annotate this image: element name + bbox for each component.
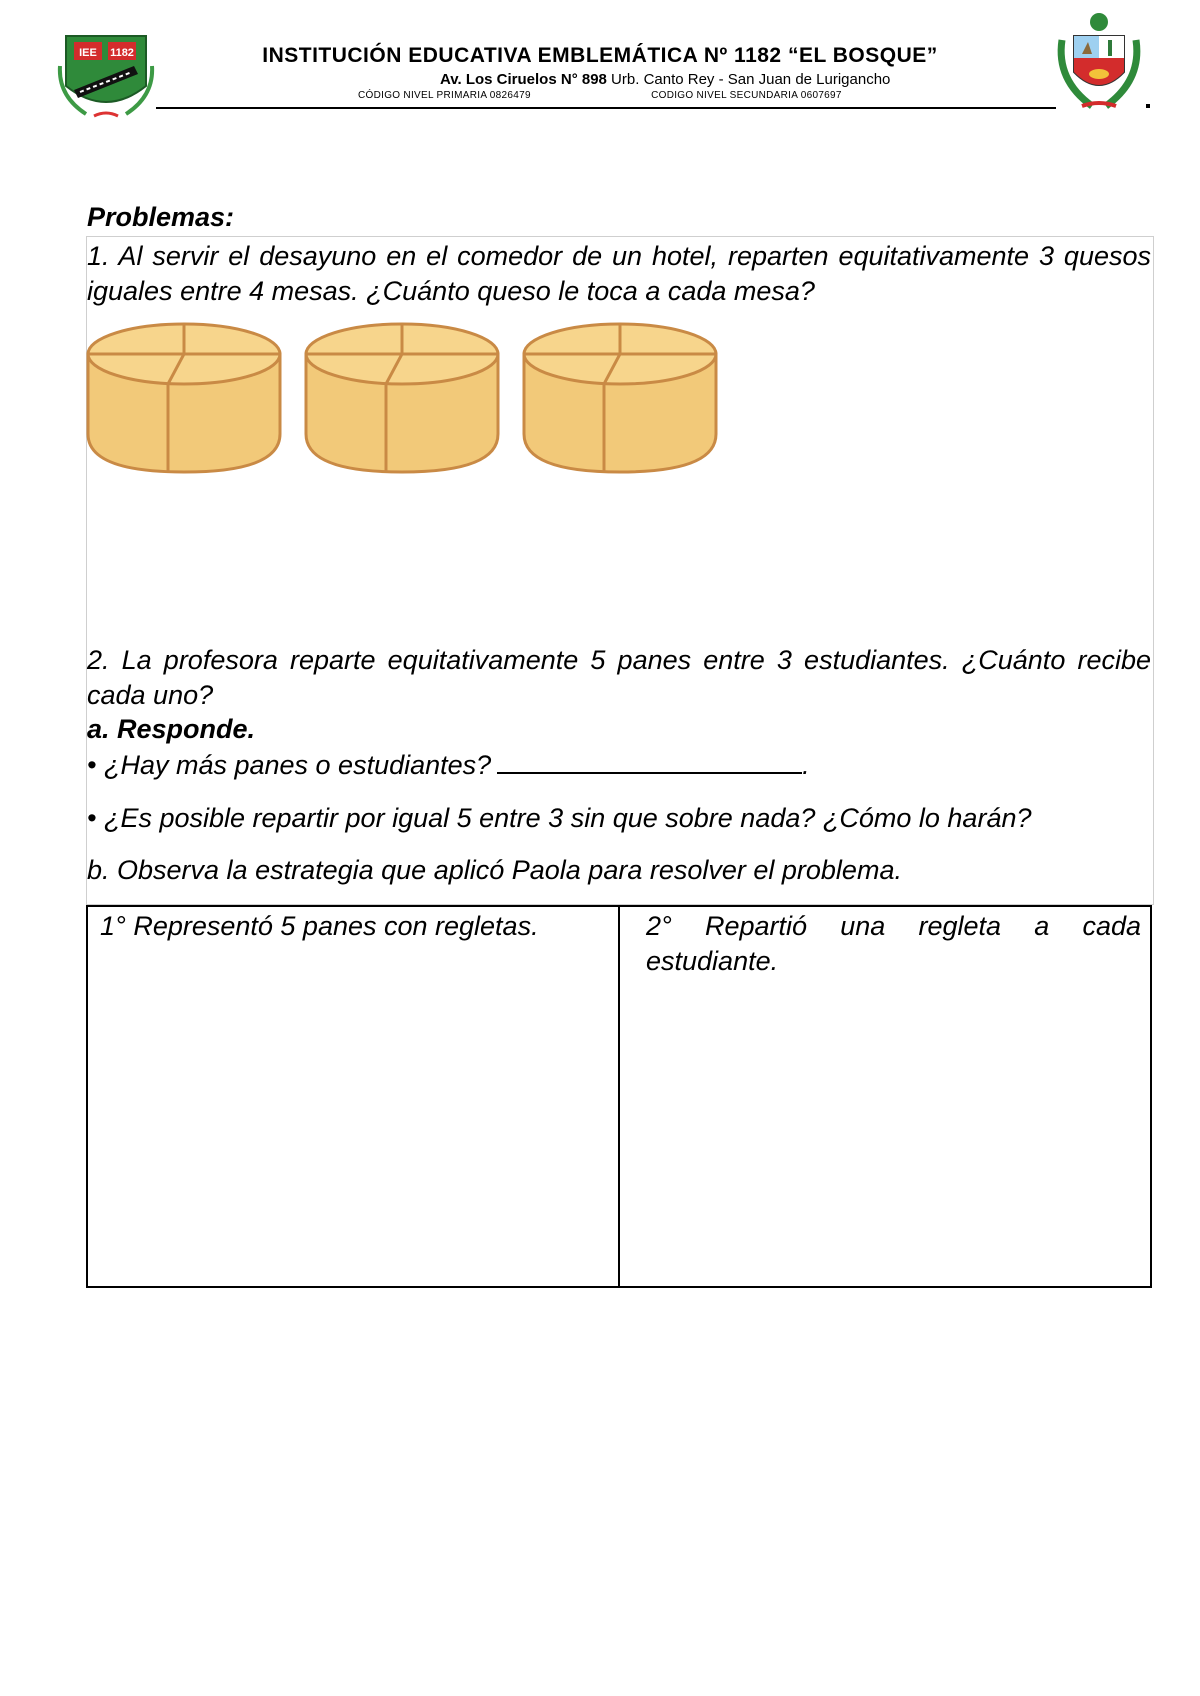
- primary-code: CÓDIGO NIVEL PRIMARIA 0826479: [358, 90, 531, 101]
- strategy-step-1: 1° Representó 5 panes con regletas.: [100, 911, 539, 941]
- address-district: Urb. Canto Rey - San Juan de Lurigancho: [606, 71, 891, 88]
- address-street: Av. Los Ciruelos N° 898: [440, 71, 607, 88]
- school-address: [440, 71, 960, 88]
- school-name-title: INSTITUCIÓN EDUCATIVA EMBLEMÁTICA Nº 1182 “EL BOSQUE”: [262, 44, 938, 67]
- strategy-table-divider: [618, 905, 620, 1288]
- svg-text:1182: 1182: [110, 47, 134, 59]
- problems-heading: Problemas:: [87, 202, 235, 232]
- question-equal-sharing: • ¿Es posible repartir por igual 5 entre 3 sin que sobre nada? ¿Cómo lo harán?: [87, 803, 1032, 833]
- answer-blank-period: .: [802, 750, 810, 780]
- header-divider: [156, 107, 1056, 109]
- cheese-wheel: [306, 324, 498, 472]
- question-more-breads: [87, 748, 810, 783]
- problem-2-text: 2. La profesora reparte equitativamente 5 panes entre 3 estudiantes. ¿Cuánto recibe cada uno?: [87, 645, 1151, 710]
- answer-blank[interactable]: [497, 750, 802, 774]
- header-dot: [1146, 104, 1150, 108]
- cheese-illustration: [86, 322, 736, 482]
- peru-coat-of-arms-icon: [1052, 10, 1146, 114]
- strategy-step-2: 2° Repartió una regleta a cada estudiante.: [646, 911, 1141, 976]
- question-more-breads-text: • ¿Hay más panes o estudiantes?: [87, 750, 492, 780]
- level-codes: [358, 90, 958, 101]
- section-a-heading: a. Responde.: [87, 714, 256, 744]
- svg-text:IEE: IEE: [79, 47, 97, 59]
- problem-1-text: 1. Al servir el desayuno en el comedor de un hotel, reparten equitativamente 3 quesos iguales entre 4 mesas. ¿Cuánto queso le toca a cada mesa?: [87, 241, 1151, 306]
- secondary-code: CODIGO NIVEL SECUNDARIA 0607697: [651, 90, 842, 101]
- cheese-wheel: [524, 324, 716, 472]
- school-logo: [56, 26, 156, 122]
- section-b-text: b. Observa la estrategia que aplicó Paola para resolver el problema.: [87, 855, 902, 885]
- cheese-wheel: [88, 324, 280, 472]
